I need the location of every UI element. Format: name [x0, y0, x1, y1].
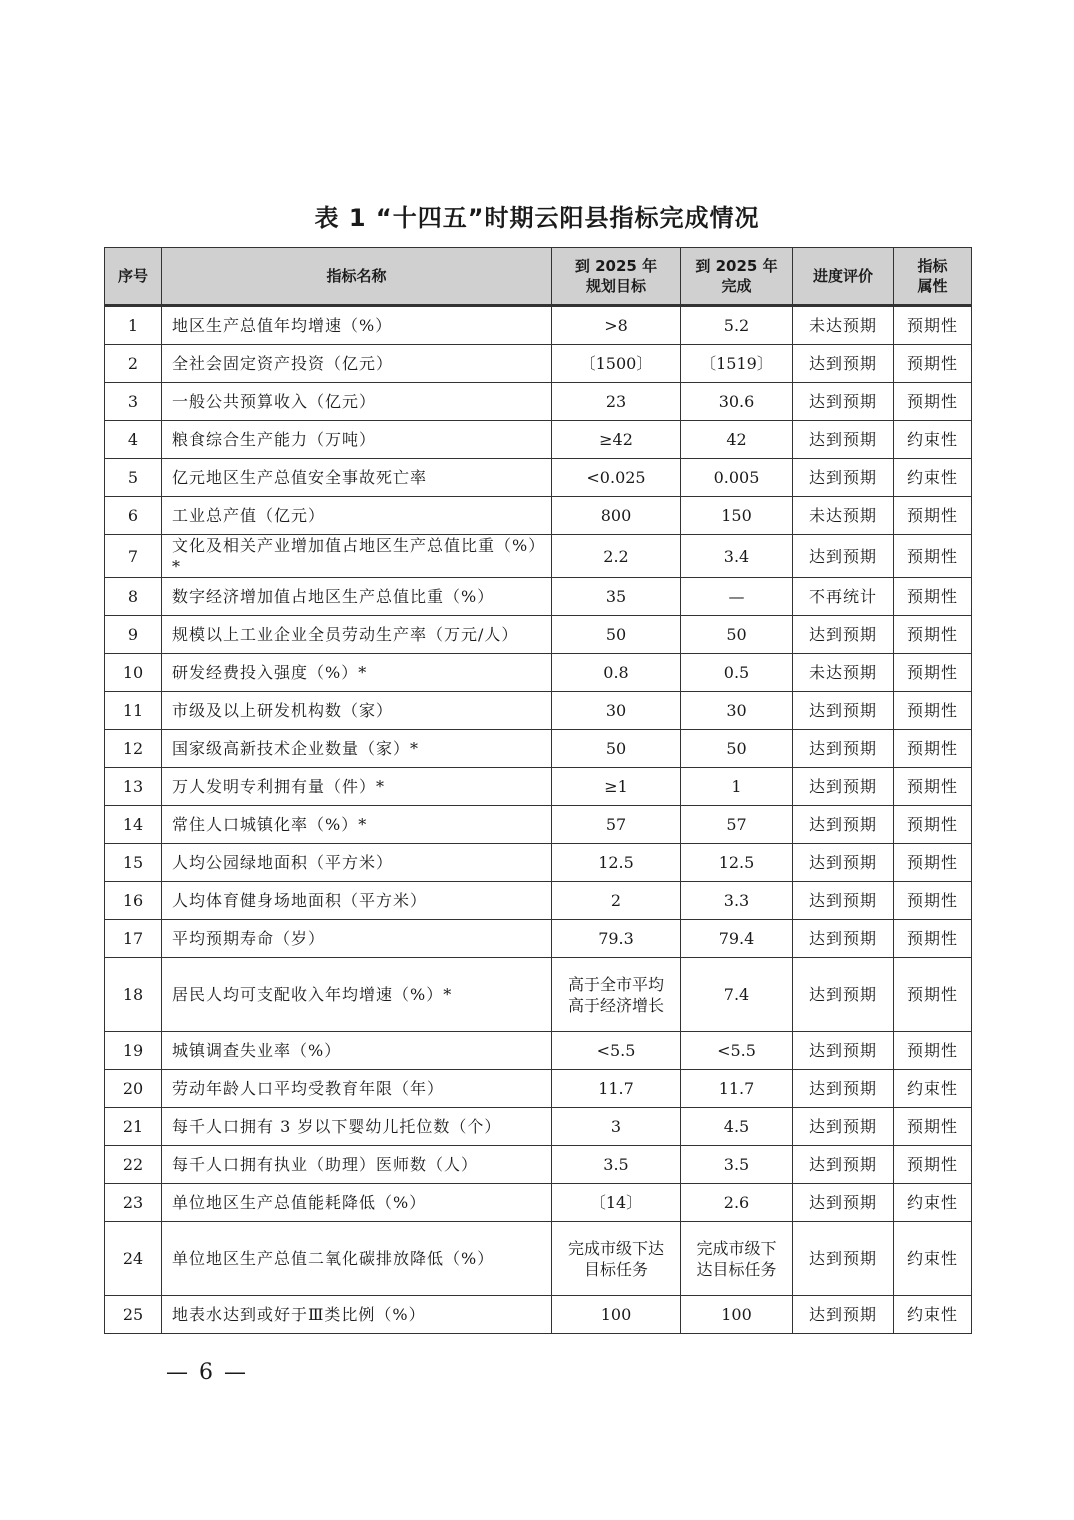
header-done-line2: 完成	[721, 277, 752, 295]
cell-attribute: 预期性	[894, 383, 972, 421]
cell-name: 劳动年龄人口平均受教育年限（年）	[162, 1070, 552, 1108]
cell-attribute: 预期性	[894, 768, 972, 806]
header-no: 序号	[105, 248, 162, 306]
cell-name: 全社会固定资产投资（亿元）	[162, 345, 552, 383]
table-row	[105, 1108, 972, 1146]
table-body	[105, 306, 972, 1334]
cell-name: 常住人口城镇化率（%）*	[162, 806, 552, 844]
cell-done: 2.6	[681, 1184, 793, 1222]
cell-target: 2.2	[552, 535, 681, 578]
cell-evaluation: 达到预期	[793, 1108, 894, 1146]
cell-no: 6	[105, 497, 162, 535]
table-row	[105, 1070, 972, 1108]
cell-target: 23	[552, 383, 681, 421]
cell-target: 〔1500〕	[552, 345, 681, 383]
cell-evaluation: 达到预期	[793, 459, 894, 497]
cell-name: 规模以上工业企业全员劳动生产率（万元/人）	[162, 616, 552, 654]
cell-target: 57	[552, 806, 681, 844]
cell-attribute: 约束性	[894, 1296, 972, 1334]
table-row	[105, 306, 972, 345]
cell-evaluation: 未达预期	[793, 497, 894, 535]
table-row	[105, 768, 972, 806]
cell-target: 30	[552, 692, 681, 730]
table-row	[105, 497, 972, 535]
cell-done: 11.7	[681, 1070, 793, 1108]
cell-evaluation: 达到预期	[793, 1184, 894, 1222]
cell-no: 3	[105, 383, 162, 421]
cell-name: 地区生产总值年均增速（%）	[162, 306, 552, 345]
cell-evaluation: 达到预期	[793, 383, 894, 421]
cell-attribute: 预期性	[894, 806, 972, 844]
cell-attribute: 预期性	[894, 497, 972, 535]
cell-name: 粮食综合生产能力（万吨）	[162, 421, 552, 459]
cell-done: 50	[681, 616, 793, 654]
cell-attribute: 预期性	[894, 578, 972, 616]
cell-done: 100	[681, 1296, 793, 1334]
cell-no: 20	[105, 1070, 162, 1108]
table-row	[105, 882, 972, 920]
cell-evaluation: 达到预期	[793, 345, 894, 383]
cell-name: 研发经费投入强度（%）*	[162, 654, 552, 692]
cell-no: 25	[105, 1296, 162, 1334]
cell-evaluation: 达到预期	[793, 844, 894, 882]
table-row	[105, 1146, 972, 1184]
cell-done: 79.4	[681, 920, 793, 958]
cell-no: 16	[105, 882, 162, 920]
cell-name: 每千人口拥有执业（助理）医师数（人）	[162, 1146, 552, 1184]
cell-no: 17	[105, 920, 162, 958]
cell-done: 30.6	[681, 383, 793, 421]
cell-target: ≥1	[552, 768, 681, 806]
cell-done: 150	[681, 497, 793, 535]
cell-no: 4	[105, 421, 162, 459]
table-row	[105, 958, 972, 1032]
cell-target: 0.8	[552, 654, 681, 692]
indicator-table	[104, 247, 972, 1334]
cell-target: 100	[552, 1296, 681, 1334]
cell-attribute: 预期性	[894, 920, 972, 958]
cell-done: 0.005	[681, 459, 793, 497]
cell-done: 3.5	[681, 1146, 793, 1184]
cell-no: 1	[105, 306, 162, 345]
table-row	[105, 654, 972, 692]
cell-done: 12.5	[681, 844, 793, 882]
cell-done: 3.3	[681, 882, 793, 920]
cell-evaluation: 达到预期	[793, 882, 894, 920]
cell-target-line2: 高于经济增长	[567, 995, 664, 1015]
table-row	[105, 1296, 972, 1334]
header-name: 指标名称	[162, 248, 552, 306]
cell-name: 市级及以上研发机构数（家）	[162, 692, 552, 730]
cell-done: 0.5	[681, 654, 793, 692]
cell-evaluation: 达到预期	[793, 806, 894, 844]
cell-no: 12	[105, 730, 162, 768]
cell-name: 单位地区生产总值二氧化碳排放降低（%）	[162, 1222, 552, 1296]
cell-attribute: 约束性	[894, 1222, 972, 1296]
cell-target: 12.5	[552, 844, 681, 882]
header-done	[681, 248, 793, 306]
cell-attribute: 约束性	[894, 1070, 972, 1108]
cell-attribute: 预期性	[894, 306, 972, 345]
table-row	[105, 616, 972, 654]
cell-name: 居民人均可支配收入年均增速（%）*	[162, 958, 552, 1032]
cell-done: 〔1519〕	[681, 345, 793, 383]
cell-target: 11.7	[552, 1070, 681, 1108]
cell-name: 文化及相关产业增加值占地区生产总值比重（%）*	[162, 535, 552, 578]
cell-evaluation: 达到预期	[793, 421, 894, 459]
cell-target: 50	[552, 730, 681, 768]
cell-done	[681, 1222, 793, 1296]
table-row	[105, 383, 972, 421]
cell-name: 工业总产值（亿元）	[162, 497, 552, 535]
table-row	[105, 459, 972, 497]
cell-evaluation: 达到预期	[793, 1032, 894, 1070]
cell-name: 每千人口拥有 3 岁以下婴幼儿托位数（个）	[162, 1108, 552, 1146]
cell-done-line2: 达目标任务	[696, 1259, 777, 1279]
cell-name: 亿元地区生产总值安全事故死亡率	[162, 459, 552, 497]
cell-no: 2	[105, 345, 162, 383]
cell-done: 7.4	[681, 958, 793, 1032]
cell-name: 地表水达到或好于Ⅲ类比例（%）	[162, 1296, 552, 1334]
cell-evaluation: 达到预期	[793, 768, 894, 806]
cell-name: 数字经济增加值占地区生产总值比重（%）	[162, 578, 552, 616]
table-row	[105, 535, 972, 578]
cell-target-line2: 目标任务	[583, 1259, 648, 1279]
cell-attribute: 预期性	[894, 730, 972, 768]
cell-done: 5.2	[681, 306, 793, 345]
cell-attribute: 约束性	[894, 1184, 972, 1222]
table-row	[105, 421, 972, 459]
cell-attribute: 约束性	[894, 421, 972, 459]
cell-no: 5	[105, 459, 162, 497]
cell-done: 30	[681, 692, 793, 730]
header-attribute	[894, 248, 972, 306]
cell-attribute: 预期性	[894, 616, 972, 654]
cell-no: 21	[105, 1108, 162, 1146]
header-done-line1: 到 2025 年	[695, 257, 778, 275]
cell-target: <0.025	[552, 459, 681, 497]
table-row	[105, 345, 972, 383]
cell-evaluation: 达到预期	[793, 692, 894, 730]
table-row	[105, 1184, 972, 1222]
cell-done: 50	[681, 730, 793, 768]
table-title: 表 1 “十四五”时期云阳县指标完成情况	[314, 204, 760, 232]
cell-no: 11	[105, 692, 162, 730]
cell-done: 42	[681, 421, 793, 459]
cell-attribute: 预期性	[894, 1108, 972, 1146]
cell-no: 22	[105, 1146, 162, 1184]
table-row	[105, 1032, 972, 1070]
cell-target: 50	[552, 616, 681, 654]
cell-evaluation: 未达预期	[793, 306, 894, 345]
cell-no: 7	[105, 535, 162, 578]
page-number: — 6 —	[166, 1360, 248, 1385]
cell-target: <5.5	[552, 1032, 681, 1070]
cell-done: 3.4	[681, 535, 793, 578]
cell-name: 一般公共预算收入（亿元）	[162, 383, 552, 421]
cell-target-line1: 高于全市平均	[567, 974, 664, 994]
cell-target: >8	[552, 306, 681, 345]
table-row	[105, 920, 972, 958]
cell-target: ≥42	[552, 421, 681, 459]
cell-target: 〔14〕	[552, 1184, 681, 1222]
table-header-row	[105, 248, 972, 306]
cell-target: 2	[552, 882, 681, 920]
cell-done: 1	[681, 768, 793, 806]
cell-name: 人均公园绿地面积（平方米）	[162, 844, 552, 882]
cell-no: 10	[105, 654, 162, 692]
cell-target-line1: 完成市级下达	[567, 1238, 664, 1258]
cell-no: 8	[105, 578, 162, 616]
cell-attribute: 约束性	[894, 459, 972, 497]
cell-evaluation: 达到预期	[793, 1070, 894, 1108]
cell-evaluation: 达到预期	[793, 1296, 894, 1334]
cell-no: 24	[105, 1222, 162, 1296]
cell-evaluation: 达到预期	[793, 920, 894, 958]
cell-no: 9	[105, 616, 162, 654]
cell-no: 19	[105, 1032, 162, 1070]
cell-target: 800	[552, 497, 681, 535]
cell-evaluation: 达到预期	[793, 535, 894, 578]
cell-evaluation: 不再统计	[793, 578, 894, 616]
cell-target	[552, 958, 681, 1032]
cell-target: 3.5	[552, 1146, 681, 1184]
cell-name: 人均体育健身场地面积（平方米）	[162, 882, 552, 920]
table-row	[105, 844, 972, 882]
cell-name: 平均预期寿命（岁）	[162, 920, 552, 958]
cell-attribute: 预期性	[894, 535, 972, 578]
cell-target: 35	[552, 578, 681, 616]
table-row	[105, 692, 972, 730]
header-target-line2: 规划目标	[585, 277, 646, 295]
cell-done: —	[681, 578, 793, 616]
cell-attribute: 预期性	[894, 692, 972, 730]
cell-evaluation: 达到预期	[793, 730, 894, 768]
cell-attribute: 预期性	[894, 1032, 972, 1070]
cell-evaluation: 达到预期	[793, 958, 894, 1032]
table-row	[105, 806, 972, 844]
cell-no: 15	[105, 844, 162, 882]
cell-name: 万人发明专利拥有量（件）*	[162, 768, 552, 806]
cell-evaluation: 达到预期	[793, 1146, 894, 1184]
cell-target: 3	[552, 1108, 681, 1146]
header-attr-line1: 指标	[917, 257, 948, 275]
cell-attribute: 预期性	[894, 958, 972, 1032]
header-evaluation: 进度评价	[793, 248, 894, 306]
cell-name: 国家级高新技术企业数量（家）*	[162, 730, 552, 768]
cell-name: 城镇调查失业率（%）	[162, 1032, 552, 1070]
cell-done: 4.5	[681, 1108, 793, 1146]
cell-no: 18	[105, 958, 162, 1032]
cell-no: 23	[105, 1184, 162, 1222]
cell-attribute: 预期性	[894, 882, 972, 920]
table-row	[105, 730, 972, 768]
table-row	[105, 578, 972, 616]
cell-no: 13	[105, 768, 162, 806]
header-target	[552, 248, 681, 306]
cell-target: 79.3	[552, 920, 681, 958]
cell-attribute: 预期性	[894, 345, 972, 383]
cell-evaluation: 达到预期	[793, 1222, 894, 1296]
header-attr-line2: 属性	[917, 277, 948, 295]
cell-attribute: 预期性	[894, 654, 972, 692]
cell-name: 单位地区生产总值能耗降低（%）	[162, 1184, 552, 1222]
cell-done: <5.5	[681, 1032, 793, 1070]
cell-done-line1: 完成市级下	[696, 1238, 777, 1258]
cell-evaluation: 达到预期	[793, 616, 894, 654]
cell-attribute: 预期性	[894, 844, 972, 882]
cell-done: 57	[681, 806, 793, 844]
header-target-line1: 到 2025 年	[574, 257, 658, 275]
cell-no: 14	[105, 806, 162, 844]
table-row	[105, 1222, 972, 1296]
cell-target	[552, 1222, 681, 1296]
cell-attribute: 预期性	[894, 1146, 972, 1184]
cell-evaluation: 未达预期	[793, 654, 894, 692]
